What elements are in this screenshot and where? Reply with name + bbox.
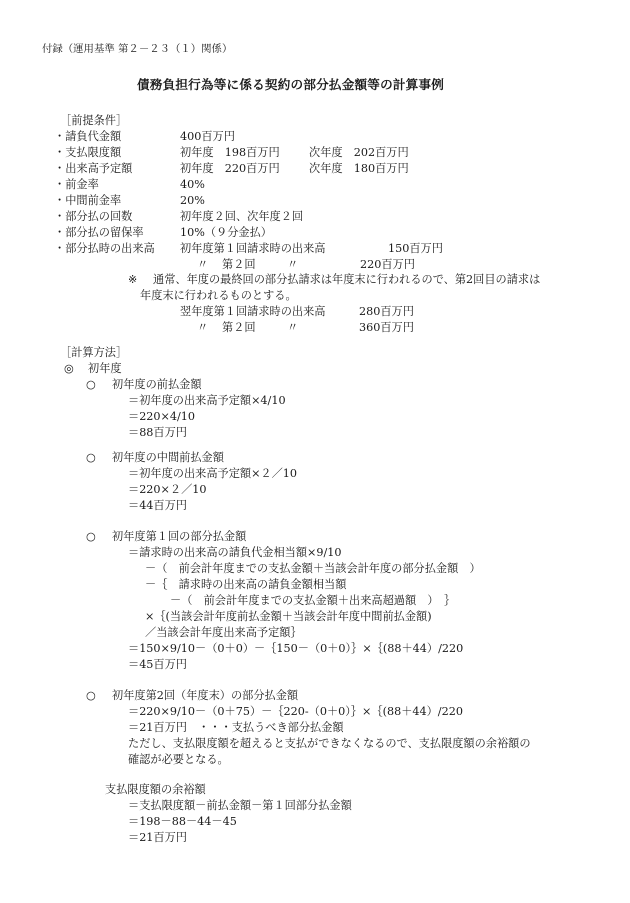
second-request-label: 第２回 xyxy=(222,258,256,271)
second-request-amount: 220百万円 xyxy=(360,258,415,271)
formula-line: ＝初年度の出来高予定額×２／10 xyxy=(128,467,298,480)
premise-label-mid-rate: ・中間前金率 xyxy=(54,194,122,207)
next-first-amount: 280百万円 xyxy=(359,305,414,318)
section-title-first-partial: 初年度第１回の部分払金額 xyxy=(112,530,247,543)
premise-value-contract: 400百万円 xyxy=(180,130,235,143)
premise-label-limit: ・支払限度額 xyxy=(54,146,122,159)
caveat-line: 確認が必要となる。 xyxy=(128,753,229,766)
next-second-amount: 360百万円 xyxy=(359,321,414,334)
note-line: 通常、年度の最終回の部分払請求は年度末に行われるので、第2回目の請求は xyxy=(153,273,541,286)
method-heading: ［計算方法］ xyxy=(60,346,128,359)
section-title-limit-margin: 支払限度額の余裕額 xyxy=(105,783,206,796)
circle-bullet-icon: ○ xyxy=(86,689,96,702)
ditto-mark: 〃 xyxy=(197,321,209,334)
premise-heading: ［前提条件］ xyxy=(60,114,128,127)
premise-value-advance-rate: 40% xyxy=(180,178,205,191)
premise-label-contract: ・請負代金額 xyxy=(54,130,122,143)
appendix-note: 付録（運用基準 第２－２３（１）関係） xyxy=(42,43,233,55)
double-circle-icon: ◎ xyxy=(64,362,74,375)
formula-result: ＝44百万円 xyxy=(128,499,187,512)
formula-line: ＝150×9/10－（0＋0）－｛150－（0＋0）｝×｛(88＋44）/220 xyxy=(128,642,464,655)
caveat-line: ただし、支払限度額を超えると支払ができなくなるので、支払限度額の余裕額の xyxy=(128,737,531,750)
premise-label-output: ・出来高予定額 xyxy=(54,162,133,175)
formula-line: ＝支払限度額－前払金額－第１回部分払金額 xyxy=(128,799,352,812)
formula-line: ＝220×２／10 xyxy=(128,483,207,496)
formula-result: ＝21百万円 xyxy=(128,831,187,844)
ditto-mark: 〃 xyxy=(197,258,209,271)
formula-line: －｛ 請求時の出来高の請負金額相当額 xyxy=(145,578,347,591)
next-second-label: 第２回 xyxy=(222,321,256,334)
section-title-second-partial: 初年度第2回（年度末）の部分払金額 xyxy=(112,689,299,702)
premise-amount-progress: 150百万円 xyxy=(388,242,443,255)
formula-line: ×｛(当該会計年度前払金額＋当該会計年度中間前払金額) xyxy=(145,610,432,623)
circle-bullet-icon: ○ xyxy=(86,451,96,464)
premise-value-progress: 初年度第１回請求時の出来高 xyxy=(180,242,326,255)
formula-line: ／当該会計年度出来高予定額｝ xyxy=(145,626,302,639)
formula-line: －（ 前会計年度までの支払金額＋当該会計年度の部分払金額 ） xyxy=(145,562,481,575)
circle-bullet-icon: ○ xyxy=(86,378,96,391)
note-line: 年度末に行われるものとする。 xyxy=(140,289,297,302)
formula-result: ＝21百万円 ・・・支払うべき部分払金額 xyxy=(128,721,344,734)
premise-value-retention: 10%（９分金払） xyxy=(180,226,272,239)
premise-label-retention: ・部分払の留保率 xyxy=(54,226,144,239)
formula-line: ＝請求時の出来高の請負代金相当額×9/10 xyxy=(128,546,342,559)
section-title-mid-advance: 初年度の中間前払金額 xyxy=(112,451,224,464)
formula-line: ＝220×9/10－（0＋75）－｛220-（0＋0）｝×｛(88＋44）/220 xyxy=(128,705,463,718)
formula-result: ＝88百万円 xyxy=(128,426,187,439)
premise-label-advance-rate: ・前金率 xyxy=(54,178,99,191)
document-title: 債務負担行為等に係る契約の部分払金額等の計算事例 xyxy=(137,77,445,92)
circle-bullet-icon: ○ xyxy=(86,530,96,543)
formula-line: ＝初年度の出来高予定額×4/10 xyxy=(128,394,286,407)
section-title-advance: 初年度の前払金額 xyxy=(112,378,202,391)
premise-value-count: 初年度２回、次年度２回 xyxy=(180,210,304,223)
premise-label-count: ・部分払の回数 xyxy=(54,210,133,223)
premise-value-limit-next: 次年度 202百万円 xyxy=(309,146,409,159)
premise-value-output-first: 初年度 220百万円 xyxy=(180,162,280,175)
formula-line: ＝198－88－44－45 xyxy=(128,815,237,828)
note-mark: ※ xyxy=(128,273,138,286)
premise-value-output-next: 次年度 180百万円 xyxy=(309,162,409,175)
formula-line: －（ 前会計年度までの支払金額＋出来高超過額 ） ｝ xyxy=(170,594,456,607)
formula-line: ＝220×4/10 xyxy=(128,410,196,423)
ditto-mark: 〃 xyxy=(287,258,299,271)
next-first-label: 翌年度第１回請求時の出来高 xyxy=(180,305,326,318)
year-label: 初年度 xyxy=(88,362,122,375)
premise-label-progress: ・部分払時の出来高 xyxy=(54,242,155,255)
premise-value-limit-first: 初年度 198百万円 xyxy=(180,146,280,159)
ditto-mark: 〃 xyxy=(287,321,299,334)
formula-result: ＝45百万円 xyxy=(128,658,187,671)
premise-value-mid-rate: 20% xyxy=(180,194,205,207)
